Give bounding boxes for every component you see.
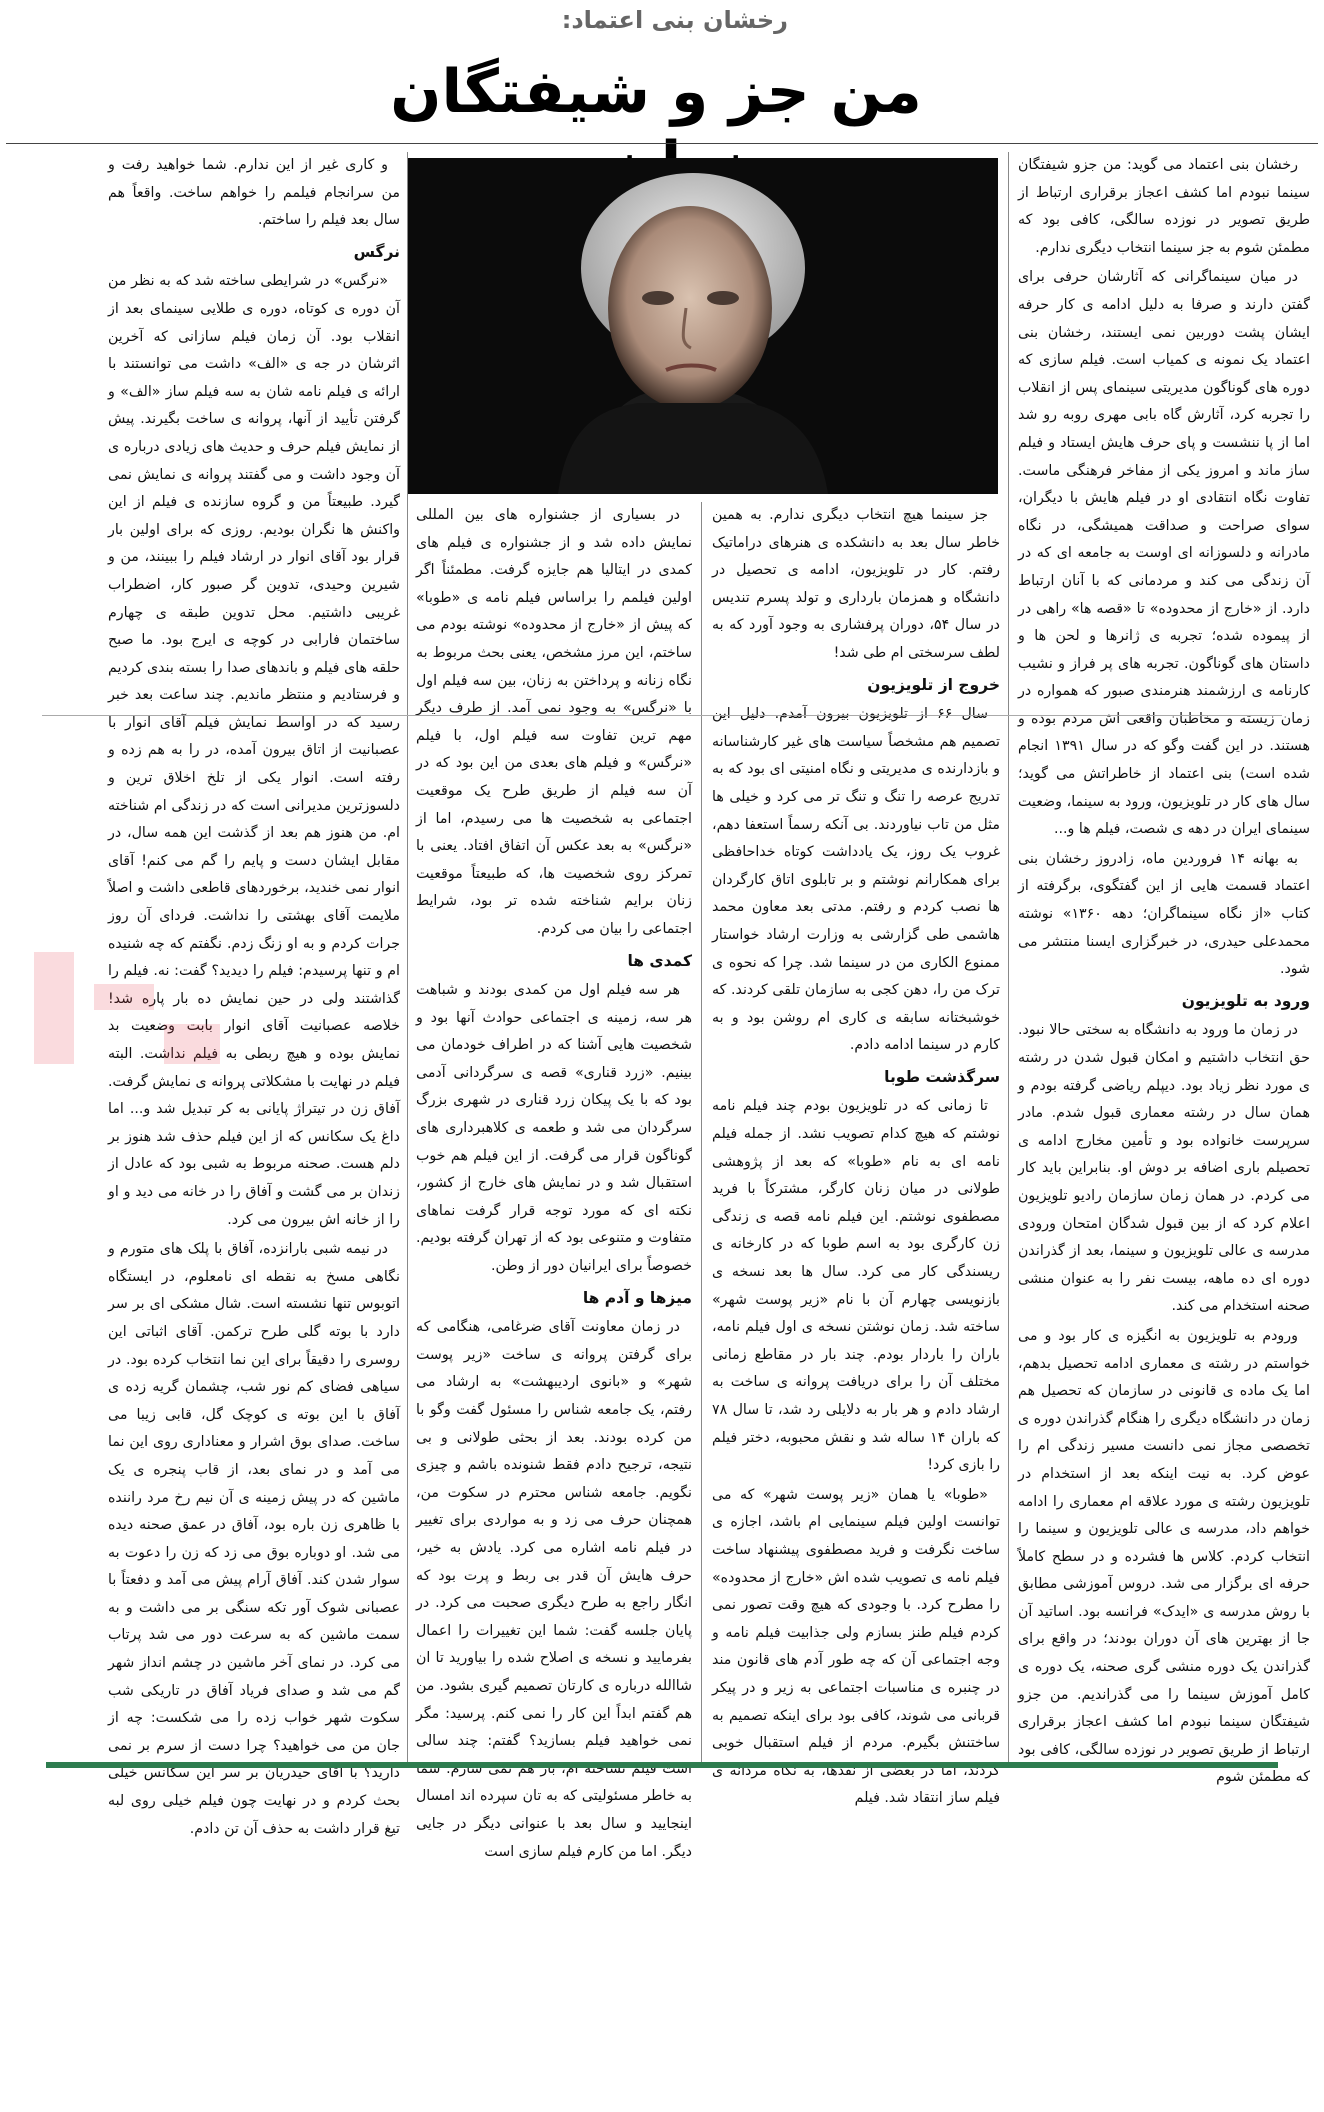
headline-kicker: رخشان بنی اعتماد: [561, 6, 788, 34]
column-divider [701, 502, 702, 1762]
paragraph: در زمان ما ورود به دانشگاه به سختی حالا نبود. حق انتخاب داشتیم و امکان قبول شدن در رشته ی مورد نظر زیاد بود. دیپلم ریاضی گرفته بودم و همان سال در رشته معماری قبول شدم. مادر سرپرست خانواده بود و تأمین مخارج ادامه ی تحصیلم باری اضافه بر دوش او. بنابراین باید کار می کردم. در همان زمان سازمان رادیو تلویزیون اعلام کرد که از بین قبول شدگان امتحان ورودی مدرسه ی عالی تلویزیون و سینما، بعد از گذراندن دوره ای ده ماهه، بیست نفر را به عنوان منشی صحنه استخدام می کند. [1018, 1022, 1310, 1315]
subheading: خروج از تلویزیون [867, 675, 1000, 694]
paragraph: ورودم به تلویزیون به انگیزه ی کار بود و می خواستم در رشته ی معماری ادامه تحصیل بدهم، اما یک ماده ی قانونی در سازمان که تحصیل هم زمان در دانشگاه دیگری را هنگام گذراندن دوره ی تخصصی مجاز نمی دانست مسیر زندگی ام را عوض کرد. به نیت اینکه بعد از استخدام در تلویزیون رشته ی مورد علاقه ام معماری را ادامه خواهم داد، مدرسه ی عالی تلویزیون و سینما را انتخاب کردم. کلاس ها فشرده و در سطح کاملاً حرفه ای برگزار می شد. دروس آموزشی مطابق با روش مدرسه ی «ایدک» فرانسه بود. اساتید آن جا از بهترین های آن دوران بودند؛ در واقع برای گذراندن یک دوره منشی گری صحنه، یک دوره ی کامل آموزش سینما را می گذراندیم. من جزو شیفتگان سینما نبودم اما کشف اعجاز برقراری ارتباط از طریق تصویر در نوزده سالگی، کافی بود که مطمئن شوم [1018, 1327, 1310, 1786]
paragraph: در زمان معاونت آقای ضرغامی، هنگامی که برای گرفتن پروانه ی ساخت «زیر پوست شهر» و «بانوی اردیبهشت» به ارشاد می رفتم، یک جامعه شناس را مسئول گفت وگو با من کرده بودند. بعد از بحثی طولانی و بی نتیجه، ترجیح دادم فقط شنونده باشم و چیزی نگویم. جامعه شناس محترم در سکوت من، همچنان حرف می زد و به مواردی برای تغییر در فیلم نامه اشاره می کرد. یادش به خیر، حرف هایش آن قدر بی ربط و پرت بود که انگار راجع به طرح دیگری صحبت می کرد. در پایان جلسه گفت: شما این تغییرات را اعمال بفرمایید و نسخه ی اصلاح شده را بیاورید تا ان شاالله درباره ی کارتان تصمیم گیری بشود. من هم گفتم ابداً این کار را نمی کنم. پرسید: مگر نمی خواهید فیلم بسازید؟ گفتم: چند سالی است فیلم نساخته ام، باز هم نمی سازم. شما به خاطر مسئولیتی که به تان سپرده اند امسال اینجایید و سال بعد با عنوانی دیگر در جایی دیگر. اما من کارم فیلم سازی است [416, 1319, 692, 1860]
subheading: کمدی ها [627, 951, 692, 970]
paragraph: جز سینما هیچ انتخاب دیگری ندارم. به همین خاطر سال بعد به دانشکده ی هنرهای دراماتیک رفتم. کار در تلویزیون، ادامه ی تحصیل در دانشگاه و همزمان بارداری و تولد پسرم تندیس در سال ۵۴، دوران پرفشاری به وجود آورد که به لطف سرسختی ام طی شد! [712, 507, 1000, 661]
column-divider [1008, 152, 1009, 1762]
column-divider [407, 152, 408, 1762]
paragraph: رخشان بنی اعتماد می گوید: من جزو شیفتگان سینما نبودم اما کشف اعجاز برقراری ارتباط از طریق تصویر در نوزده سالگی، کافی بود که مطمئن شوم به جز سینما انتخاب دیگری ندارم. [1018, 157, 1310, 256]
article-column-3 [416, 502, 692, 2112]
headline-title: من جز و شیفتگان [390, 57, 922, 127]
paragraph: تا زمانی که در تلویزیون بودم چند فیلم نامه نوشتم که هیچ کدام تصویب نشد. از جمله فیلم نامه ای به نام «طوبا» که بعد از پژوهشی طولانی در میان زنان کارگر، مشترکاً با فرید مصطفوی نوشتم. این فیلم نامه قصه ی زندگی زن کارگری بود به اسم طوبا که در کارخانه ی ریسندگی کار می کرد. سال ها بعد نسخه ی بازنویسی چهارم آن با نام «زیر پوست شهر» ساخته شد. زمان نوشتن نسخه ی اول فیلم نامه، باران را باردار بودم. چند بار در مقاطع زمانی مختلف آن را برای دریافت پروانه ی ساخت به ارشاد دادم و هر بار به دلایلی رد شد، تا سال ۷۸ که باران ۱۴ ساله شد و نقش محبوبه، دختر فیلم را بازی کرد! [712, 1098, 1000, 1474]
paragraph: و کاری غیر از این ندارم. شما خواهید رفت و من سرانجام فیلمم را خواهم ساخت. واقعاً هم سال بعد فیلم را ساختم. [108, 157, 400, 229]
paragraph: «نرگس» در شرایطی ساخته شد که به نظر من آن دوره ی کوتاه، دوره ی طلایی سینمای بعد از انقلاب بود. آن زمان فیلم سازانی که آخرین اثرشان در جه ی «الف» داشت می توانستند با ارائه ی فیلم نامه شان به سه فیلم ساز «الف» و گرفتن تأیید از آنها، پروانه ی ساخت بگیرند. پیش از نمایش فیلم حرف و حدیث های زیادی درباره ی آن وجود داشت و می گفتند پروانه ی نمایش نمی گیرد. طبیعتاً من و گروه سازنده ی فیلم از این واکنش ها نگران بودیم. روزی که برای اولین بار قرار بود آقای انوار در ارشاد فیلم را ببینند، من و شیرین وحیدی، تدوین گر صبور کار، اضطراب غریبی داشتیم. محل تدوین طبقه ی چهارم ساختمان فارابی در کوچه ی ایرج بود. ما صبح حلقه های فیلم و باندهای صدا را بسته بندی کردیم و فرستادیم و منتظر ماندیم. چند ساعت بعد خبر رسید که در اواسط نمایش فیلم آقای انوار با عصبانیت از اتاق بیرون آمده، در را به هم زده و رفته است. انوار یکی از تلخ اخلاق ترین و دلسوزترین مدیرانی است که در زندگی ام شناخته ام. من هنوز هم بعد از گذشت این همه سال، در مقابل ایشان دست و پایم را گم می کنم! آقای انوار نمی خندید، برخوردهای قاطعی داشت و اصلاً ملایمت آقای بهشتی را نداشت. فردای آن روز جرات کردم و به او زنگ زدم. نگفتم که چه شنیده ام و تنها پرسیدم: فیلم را دیدید؟ گفت: نه. فیلم را گذاشتند ولی در حین نمایش ده بار پاره شد! خلاصه عصبانیت آقای انوار بابت وضعیت بد نمایش بوده و هیچ ربطی به فیلم نداشت. البته فیلم در نهایت با مشکلاتی پروانه ی نمایش گرفت. آفاق زن در تیتراژ پایانی به کر تبدیل شد و... اما داغ یک سکانس که از این فیلم حذف شد هنوز بر دلم هست. صحنه مربوط به شبی بود که عادل از زندان بر می گشت و آفاق را در خانه می دید و او را از خانه اش بیرون می کرد. [108, 273, 400, 1228]
paragraph: هر سه فیلم اول من کمدی بودند و شباهت هر سه، زمینه ی اجتماعی حوادث آنها بود و شخصیت هایی آشنا که در اطراف خودمان می بینیم. «زرد قناری» قصه ی سرگردانی آدمی بود که با یک پیکان زرد قناری در شهری بزرگ سرگردان می شد و طعمه ی کلاهبرداری های گوناگون قرار می گرفت. از این فیلم هم خوب استقبال شد و در نمایش های خارج از کشور، نکته ای که مورد توجه قرار گرفت نماهای متفاوت و متنوعی بود که از تهران گرفته بودیم. خصوصاً برای ایرانیان دور از وطن. [416, 982, 692, 1275]
header-rule [6, 143, 1318, 144]
paragraph: به بهانه ۱۴ فروردین ماه، زادروز رخشان بنی اعتماد قسمت هایی از این گفتگوی، برگرفته از کتاب «از نگاه سینماگران؛ دهه ۱۳۶۰» نوشته محمدعلی حیدری، در خبرگزاری ایسنا منتشر می شود. [1018, 850, 1310, 978]
paragraph: سال ۶۶ از تلویزیون بیرون آمدم. دلیل این تصمیم هم مشخصاً سیاست های غیر کارشناسانه و بازدارنده ی مدیریتی و نگاه امنیتی ای بود که به تدریج عرصه را تنگ و تنگ تر می کرد و خیلی ها مثل من تاب نیاوردند. بی آنکه رسماً استعفا دهم، غروب یک روز، یک یادداشت کوتاه خداحافظی برای همکارانم نوشتم و بر تابلوی اتاق کارگردان ها نصب کردم و رفتم. مدتی بعد معاون محمد هاشمی طی گزارشی به وزارت ارشاد خواستار ممنوع الکاری من در سینما شد. چرا که نحوه ی ترک من را، دهن کجی به سازمان تلقی کردند. که خوشبختانه سابقه ی کاری ام روشن بود و به کارم در سینما ادامه دادم. [712, 706, 1000, 1054]
page-fold-line [42, 715, 1282, 716]
paragraph: در میان سینماگرانی که آثارشان حرفی برای گفتن دارند و صرفا به دلیل ادامه ی کار حرفه ایشان پشت دوربین نمی ایستند، رخشان بنی اعتماد یک نمونه ی کمیاب است. فیلم سازی که دوره های گوناگون مدیریتی سینمای پس از انقلاب را تجربه کرد، آثارش گاه بابی مهری روبه رو شد اما از پا ننشست و پای حرف هایش ایستاد و فیلم ساز ماند و امروز یکی از مفاخر فرهنگی ماست. تفاوت نگاه انتقادی او در فیلم هایش با دیگران، سوای صراحت و صداقت همیشگی، در نگاه مادرانه و دلسوزانه ای اوست به جامعه ای که در آن زندگی می کند و مردمانی که با آنان ارتباط دارد. از «خارج از محدوده» تا «قصه ها» راهی در از پیموده شده؛ تجربه ی ژانرها و لحن ها و داستان های گوناگون. تجربه های پر فراز و نشیب کارنامه ی ارزشمند هنرمندی صبور که همواره در زمان زیسته و مخاطبان واقعی اش مردم بوده و هستند. در این گفت وگو که در سال ۱۳۹۱ انجام شده است) بنی اعتماد از خاطراتش می گوید؛ سال های کار در تلویزیون، ورود به سینما، وضعیت سینمای ایران در دهه ی شصت، فیلم ها و... [1018, 269, 1310, 838]
footer-bar [46, 1762, 1278, 1768]
subheading: میزها و آدم ها [582, 1288, 692, 1307]
article-column-1 [1018, 152, 1310, 1786]
subheading: نرگس [353, 242, 400, 261]
portrait-illustration [408, 158, 998, 494]
watermark-stamp-icon [24, 944, 230, 1072]
newspaper-page [6, 0, 1318, 1860]
paragraph: در نیمه شبی بارانزده، آفاق با پلک های متورم و نگاهی مسخ به نقطه ای نامعلوم، در ایستگاه اتوبوس تنها نشسته است. شال مشکی ای بر سر دارد با بوته گلی طرح ترکمن. آقای اثباتی این روسری را دقیقاً برای این نما انتخاب کرده بود. در سیاهی فضای کم نور شب، چشمان گریه زده ی آفاق با این بوته ی کوچک گل، قابی زیبا می ساخت. صدای بوق اشرار و معناداری روی این نما می آمد و در نمای بعد، از قاب پنجره ی یک ماشین که در پیش زمینه ی آن نیم رخ مرد راننده با ظاهری زن باره بود، آفاق در عمق صحنه دیده می شد. او دوباره بوق می زد که زن را دعوت به سوار شدن کند. آفاق آرام پیش می آمد و دفعتاً با عصبانی شوک آور تکه سنگی بر می داشت و به سمت ماشین که به سرعت دور می شد پرتاب می کرد. در نمای آخر ماشین در چشم انداز شهر گم می شد و صدای فریاد آفاق در تاریکی شب سکوت شهر خواب زده را می شکست: چه از جان من می خواهید؟ چرا دست از سرم بر نمی دارید؟ با آقای حیدریان بر سر این سکانس خیلی بحث کردم و در نهایت چون فیلم خیلی روی لبه تیغ قرار داشت به حذف آن تن دادم. [108, 1241, 400, 1837]
portrait-photo [408, 158, 998, 494]
article-column-2 [712, 502, 1000, 2112]
subheading: سرگذشت طوبا [884, 1067, 1000, 1086]
subheading: ورود به تلویزیون [1181, 991, 1310, 1010]
paragraph: در بسیاری از جشنواره های بین المللی نمایش داده شد و از جشنواره ی فیلم های کمدی در ایتالیا هم جایزه گرفت. مطمئناً اگر اولین فیلمم را براساس فیلم نامه ی «طوبا» که پیش از «خارج از محدوده» نوشته بودم می ساختم، این مرز مشخص، یعنی بحث مربوط به نگاه زنانه و پرداختن به زنان، بین سه فیلم اول با «نرگس» به وجود نمی آمد. از طرف دیگر مهم ترین تفاوت سه فیلم اول، با فیلم «نرگس» و فیلم های بعدی من این بود که در آن سه فیلم از طریق طرح یک موقعیت اجتماعی به شخصیت ها می رسیدم، اما از «نرگس» به بعد عکس آن اتفاق افتاد. یعنی با تمرکز روی شخصیت ها، که طبیعتاً موقعیت زنان برایم شناخته شده تر بود، شرایط اجتماعی را بیان می کردم. [416, 507, 692, 937]
paragraph: «طوبا» یا همان «زیر پوست شهر» که می توانست اولین فیلم سینمایی ام باشد، اجازه ی ساخت نگرفت و فرید مصطفوی پیشنهاد ساخت فیلم نامه ی تصویب شده اش «خارج از محدوده» را مطرح کرد. با وجودی که هیچ وقت تصور نمی کردم فیلم طنز بسازم ولی جذابیت فیلم نامه و وجه اجتماعی آن که چه طور آدم های قانون مند در چنبره ی مناسبات اجتماعی به زیر و در پیکر قربانی می شوند، کافی بود برای اینکه تصمیم به ساختنش بگیرم. مردم از فیلم استقبال خوبی کردند، اما در بعضی از نقدها، به نگاه مردانه ی فیلم ساز انتقاد شد. فیلم [712, 1486, 1000, 1807]
